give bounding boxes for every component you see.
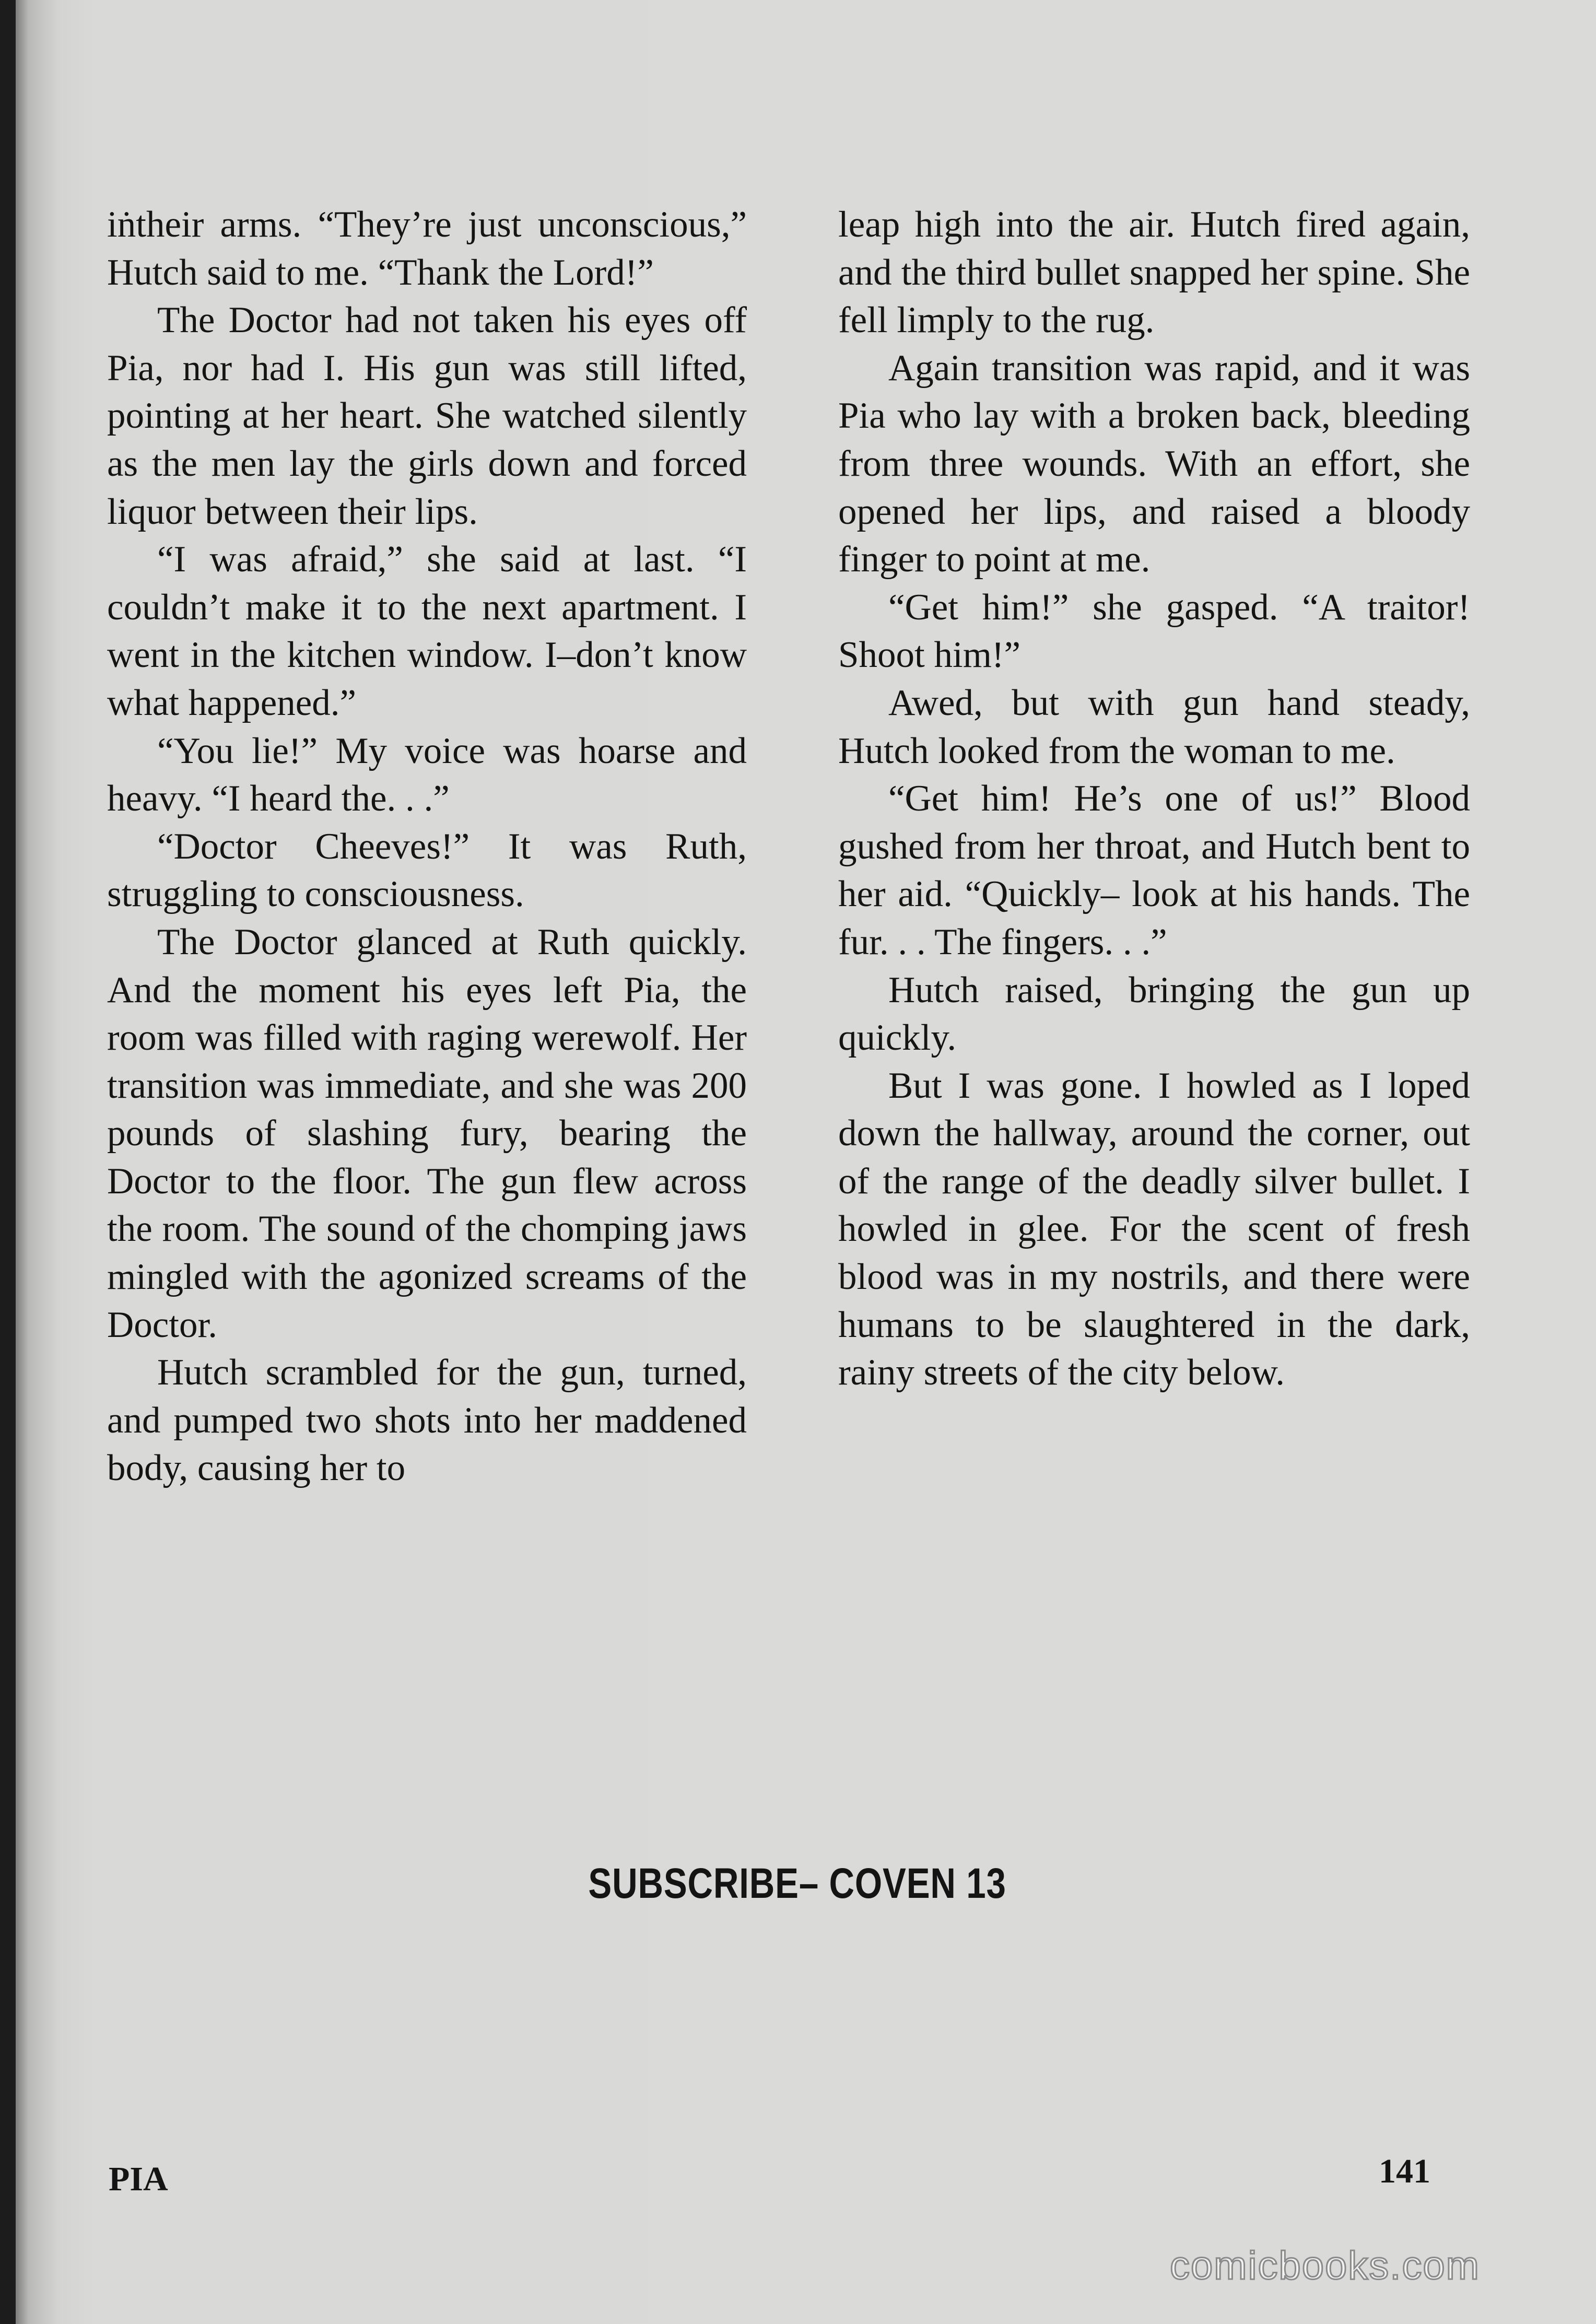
paragraph: “I was afraid,” she said at last. “I couldn’t make it to the next apartment. I went in the kitchen window. I–don’t know what happened.”: [107, 539, 747, 723]
paragraph: The Doctor had not taken his eyes off Pia, nor had I. His gun was still lifted, pointing at her heart. She watched silently as the men lay the girls down and forced liquor between their lips.: [107, 300, 747, 532]
paragraph: leap high into the air. Hutch fired again, and the third bullet snapped her spine. She fell limply to the rug.: [838, 204, 1470, 341]
paragraph: Hutch scrambled for the gun, turned, and pumped two shots into her maddened body, causing her to: [107, 1352, 747, 1489]
paragraph: “Doctor Cheeves!” It was Ruth, struggling to consciousness.: [107, 826, 747, 915]
watermark-logo: comicbooks.com: [1170, 2244, 1480, 2288]
spine-shadow: [0, 0, 16, 2324]
paragraph: Awed, but with gun hand steady, Hutch looked from the woman to me.: [838, 682, 1470, 771]
paragraph: But I was gone. I howled as I loped down the hallway, around the corner, out of the range of the deadly silver bullet. I howled in glee. For the scent of fresh blood was in my nostrils, and there were humans to be slaughtered in the dark, rainy streets of the city below.: [838, 1065, 1470, 1393]
paragraph: Again transition was rapid, and it was Pia who lay with a broken back, bleeding from three wounds. With an effort, she opened her lips, and raised a bloody finger to point at me.: [838, 347, 1470, 580]
running-footer-title: PIA: [109, 2160, 168, 2198]
paragraph: “Get him! He’s one of us!” Blood gushed from her throat, and Hutch bent to her aid. “Quickly– look at his hands. The fur. . . The fingers. . .”: [838, 778, 1470, 963]
paragraph: Hutch raised, bringing the gun up quickly.: [838, 969, 1470, 1059]
page-number: 141: [1379, 2152, 1430, 2190]
paragraph: “You lie!” My voice was hoarse and heavy. “I heard the. . .”: [107, 730, 747, 819]
subscribe-banner: SUBSCRIBE– COVEN 13: [588, 1860, 1006, 1907]
paragraph: The Doctor glanced at Ruth quickly. And the moment his eyes left Pia, the room was filled with raging werewolf. Her transition was immediate, and she was 200 pounds of slashing fury, bearing the Doctor to the floor. The gun flew across the room. The sound of the chomping jaws mingled with the agonized screams of the Doctor.: [107, 921, 747, 1345]
paragraph: “Get him!” she gasped. “A traitor! Shoot him!”: [838, 586, 1470, 676]
right-text-column: [838, 201, 1470, 1397]
left-text-column: [107, 201, 747, 1493]
paragraph: iṅtheir arms. “They’re just unconscious,” Hutch said to me. “Thank the Lord!”: [107, 204, 747, 293]
